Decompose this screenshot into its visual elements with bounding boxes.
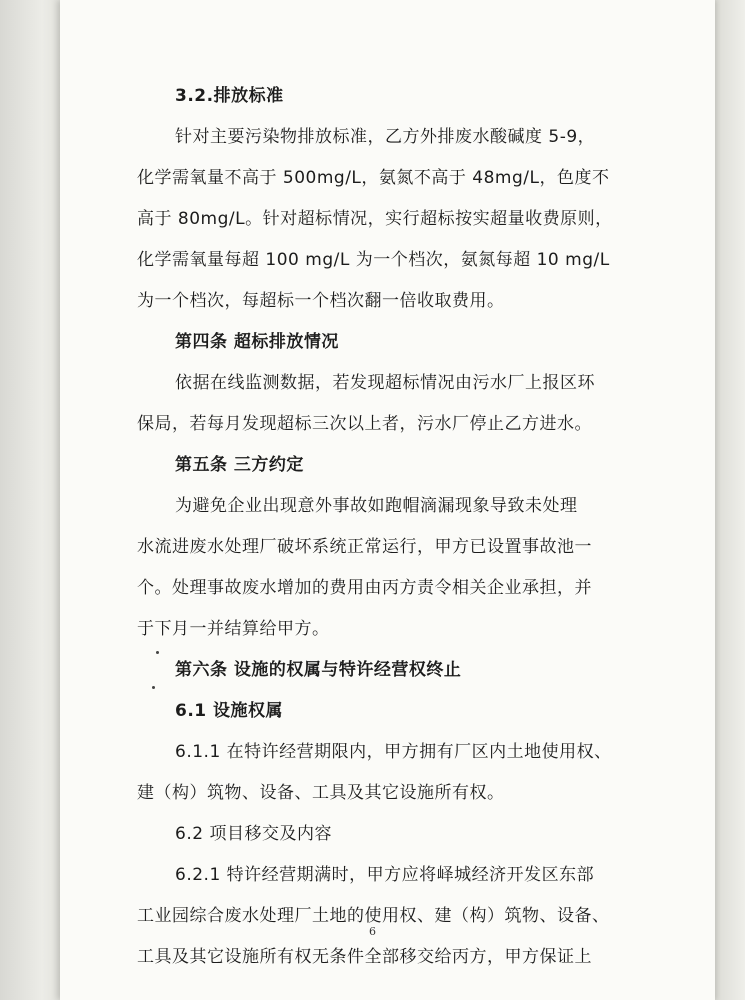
subsection-heading-6-2: 6.2 项目移交及内容 bbox=[175, 824, 332, 844]
paragraph-line: 水流进废水处理厂破坏系统正常运行，甲方已设置事故池一 bbox=[137, 537, 592, 557]
scan-right-margin bbox=[715, 0, 745, 1000]
paragraph-line: 针对主要污染物排放标准，乙方外排废水酸碱度 5-9， bbox=[175, 127, 596, 147]
section-heading-3-2: 3.2.排放标准 bbox=[175, 86, 284, 106]
page-number: 6 bbox=[369, 925, 376, 938]
paragraph-line: 依据在线监测数据，若发现超标情况由污水厂上报区环 bbox=[175, 373, 595, 393]
subsection-heading-6-1: 6.1 设施权属 bbox=[175, 701, 284, 721]
paragraph-line: 工具及其它设施所有权无条件全部移交给丙方，甲方保证上 bbox=[137, 947, 592, 967]
paragraph-line: 6.1.1 在特许经营期限内，甲方拥有厂区内土地使用权、 bbox=[175, 742, 612, 762]
paragraph-line: 6.2.1 特许经营期满时，甲方应将峄城经济开发区东部 bbox=[175, 865, 595, 885]
paragraph-line: 为避免企业出现意外事故如跑帽滴漏现象导致未处理 bbox=[175, 496, 578, 516]
paragraph-line: 保局，若每月发现超标三次以上者，污水厂停止乙方进水。 bbox=[137, 414, 592, 434]
paragraph-line: 建（构）筑物、设备、工具及其它设施所有权。 bbox=[137, 783, 505, 803]
paragraph-line: 于下月一并结算给甲方。 bbox=[137, 619, 330, 639]
paragraph-line: 高于 80mg/L。针对超标情况，实行超标按实超量收费原则， bbox=[137, 209, 613, 229]
scan-speck bbox=[152, 686, 155, 689]
article-heading-4: 第四条 超标排放情况 bbox=[175, 332, 339, 352]
paragraph-line: 个。处理事故废水增加的费用由丙方责令相关企业承担，并 bbox=[137, 578, 592, 598]
paragraph-line: 化学需氧量每超 100 mg/L 为一个档次，氨氮每超 10 mg/L bbox=[137, 250, 610, 270]
article-heading-5: 第五条 三方约定 bbox=[175, 455, 304, 475]
scan-speck bbox=[156, 651, 159, 654]
paragraph-line: 化学需氧量不高于 500mg/L，氨氮不高于 48mg/L，色度不 bbox=[137, 168, 610, 188]
article-heading-6: 第六条 设施的权属与特许经营权终止 bbox=[175, 660, 462, 680]
paragraph-line: 工业园综合废水处理厂土地的使用权、建（构）筑物、设备、 bbox=[137, 906, 610, 926]
paragraph-line: 为一个档次，每超标一个档次翻一倍收取费用。 bbox=[137, 291, 505, 311]
scan-left-margin bbox=[0, 0, 60, 1000]
